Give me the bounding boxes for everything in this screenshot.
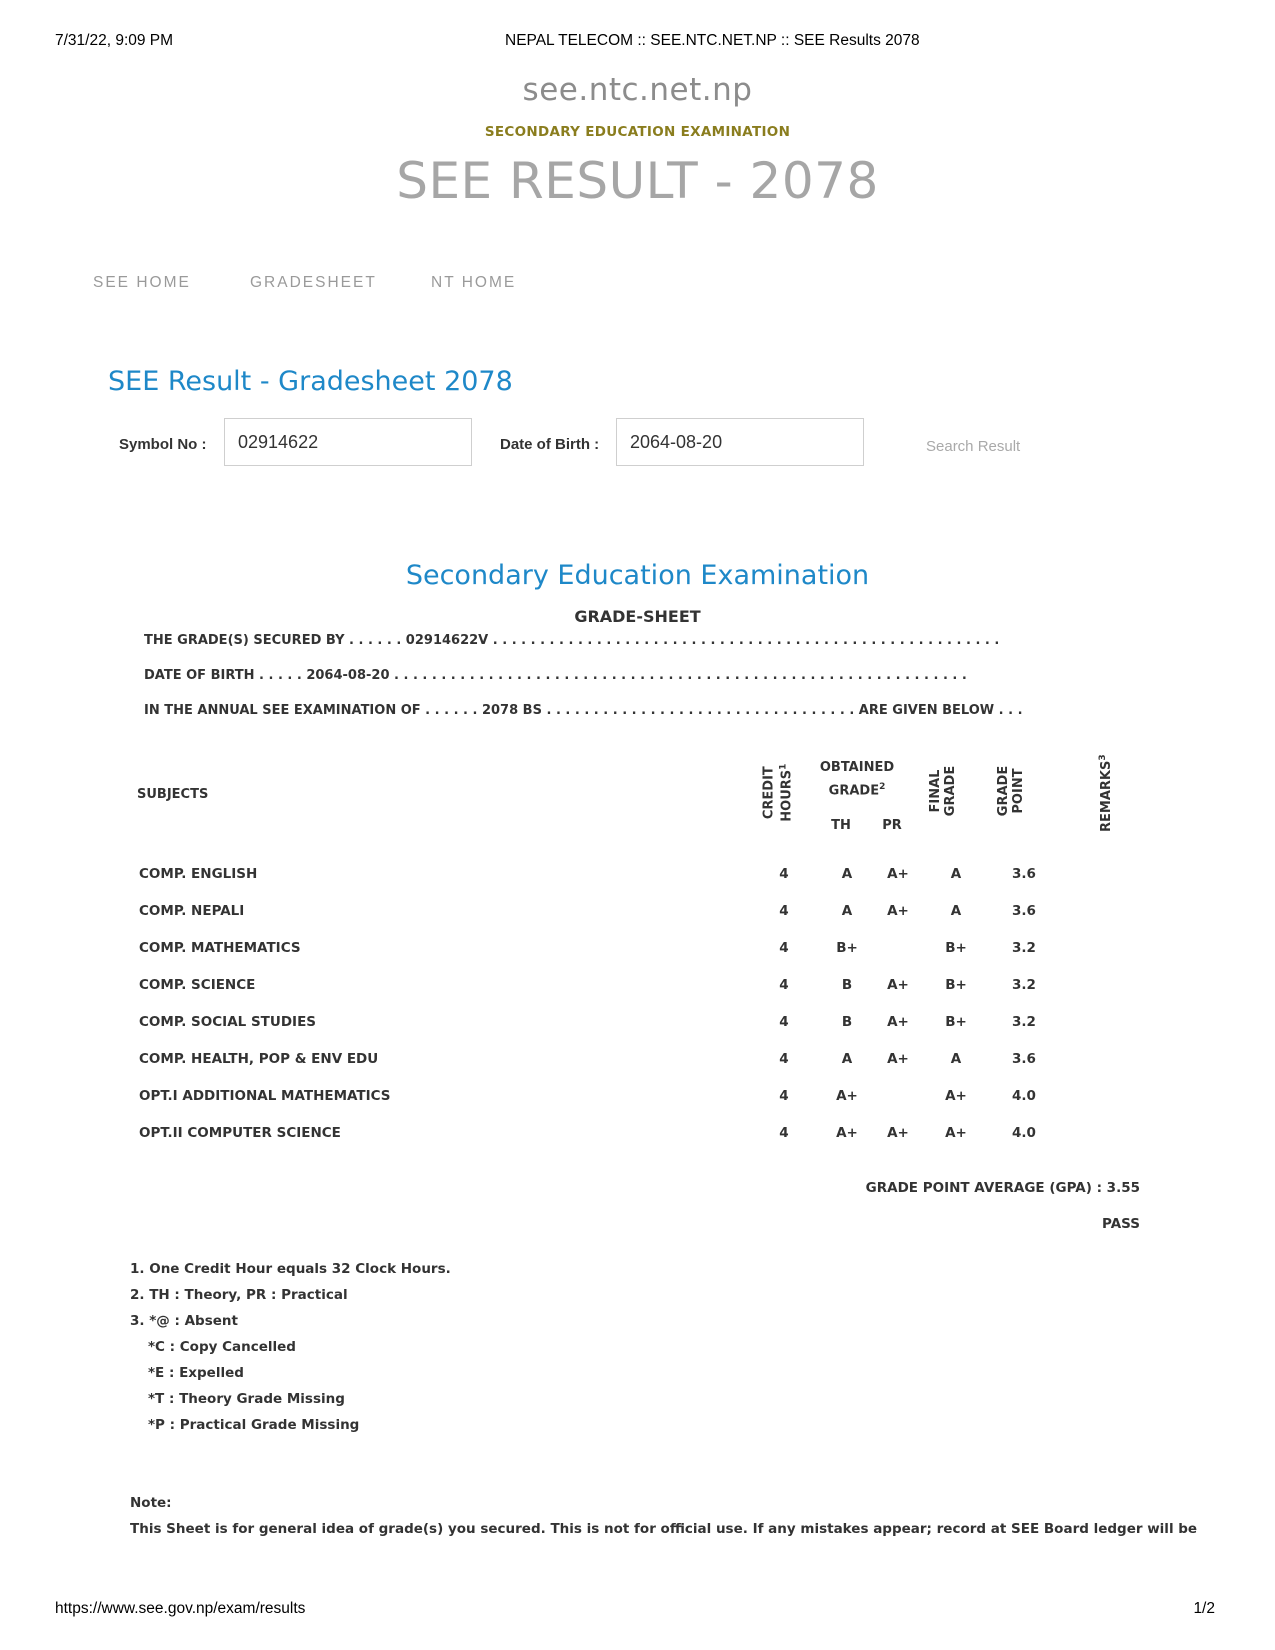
row-credit: 4 xyxy=(779,903,789,919)
result-status: PASS xyxy=(1102,1216,1140,1232)
header-obtained-text: GRADE xyxy=(828,783,880,799)
header-gp-line2: POINT xyxy=(1011,768,1026,814)
row-final: A xyxy=(950,1051,962,1067)
row-th: A xyxy=(841,866,853,882)
row-gp: 3.2 xyxy=(1012,977,1036,993)
gradesheet-title: GRADE-SHEET xyxy=(574,607,701,626)
table-row xyxy=(139,1088,1139,1108)
row-pr: A+ xyxy=(887,1051,909,1067)
header-obtained-line1: OBTAINED xyxy=(819,760,895,775)
print-url: https://www.see.gov.np/exam/results xyxy=(55,1600,306,1617)
row-th: B+ xyxy=(836,940,858,956)
header-final-grade xyxy=(928,751,958,831)
row-subject: OPT.I ADDITIONAL MATHEMATICS xyxy=(139,1088,391,1104)
nav-see-home-link[interactable]: SEE HOME xyxy=(93,274,191,291)
row-credit: 4 xyxy=(779,940,789,956)
row-pr: A+ xyxy=(887,1014,909,1030)
row-final: B+ xyxy=(945,940,967,956)
table-row xyxy=(139,1051,1139,1071)
row-subject: COMP. SCIENCE xyxy=(139,977,256,993)
symbol-label: Symbol No : xyxy=(119,436,207,453)
row-gp: 3.6 xyxy=(1012,866,1036,882)
print-page-number: 1/2 xyxy=(1193,1600,1215,1617)
row-subject: COMP. SOCIAL STUDIES xyxy=(139,1014,317,1030)
row-pr: A+ xyxy=(887,977,909,993)
row-final: A xyxy=(950,866,962,882)
row-final: B+ xyxy=(945,977,967,993)
row-final: A xyxy=(950,903,962,919)
section-title: SEE Result - Gradesheet 2078 xyxy=(108,366,513,397)
footnote-th-pr: 2. TH : Theory, PR : Practical xyxy=(130,1287,348,1303)
row-th: A xyxy=(841,1051,853,1067)
nav-nt-home-link[interactable]: NT HOME xyxy=(431,274,517,291)
row-subject: COMP. NEPALI xyxy=(139,903,245,919)
row-credit: 4 xyxy=(779,1125,789,1141)
exam-year-line: IN THE ANNUAL SEE EXAMINATION OF . . . . . . 2078 BS . . . . . . . . . . . . . . . . . . . . . . . . . . . . . . . . . ARE GIVEN BELOW . . . xyxy=(144,703,1023,718)
header-remarks-sup: 3 xyxy=(1097,754,1108,761)
header-obtained-line2 xyxy=(812,779,902,799)
row-final: A+ xyxy=(945,1125,967,1141)
row-pr: A+ xyxy=(887,1125,909,1141)
header-grade-point xyxy=(996,751,1026,831)
footnote-copy-cancelled: *C : Copy Cancelled xyxy=(148,1339,296,1355)
row-th: B xyxy=(841,1014,853,1030)
exam-title: Secondary Education Examination xyxy=(405,560,870,591)
table-row xyxy=(139,903,1139,923)
row-pr: A+ xyxy=(887,903,909,919)
row-credit: 4 xyxy=(779,1088,789,1104)
row-th: A+ xyxy=(836,1125,858,1141)
row-gp: 4.0 xyxy=(1012,1088,1036,1104)
note-text: This Sheet is for general idea of grade(s) you secured. This is not for official use. If any mistakes appear; record at SEE Board ledger will be xyxy=(130,1521,1198,1537)
header-remarks-text: REMARKS xyxy=(1099,760,1115,832)
dob-label: Date of Birth : xyxy=(500,436,600,453)
print-datetime: 7/31/22, 9:09 PM xyxy=(55,32,174,49)
row-th: A xyxy=(841,903,853,919)
dob-line: DATE OF BIRTH . . . . . 2064-08-20 . . . . . . . . . . . . . . . . . . . . . . . . . . . . . . . . . . . . . . . . . . . . . . . . . . . . . . . . . . . . . xyxy=(144,668,967,683)
gpa-summary: GRADE POINT AVERAGE (GPA) : 3.55 xyxy=(865,1180,1140,1196)
header-obtained-grade xyxy=(812,760,902,799)
row-credit: 4 xyxy=(779,866,789,882)
symbol-input[interactable]: 02914622 xyxy=(224,418,472,466)
row-gp: 4.0 xyxy=(1012,1125,1036,1141)
nav-gradesheet-link[interactable]: GRADESHEET xyxy=(250,274,377,291)
note-label: Note: xyxy=(130,1495,172,1511)
table-row xyxy=(139,940,1139,960)
table-row xyxy=(139,1125,1139,1145)
header-credit-text: HOURS xyxy=(779,769,795,822)
print-footer xyxy=(55,1600,1215,1620)
search-result-button[interactable]: Search Result xyxy=(926,438,1021,455)
row-gp: 3.2 xyxy=(1012,940,1036,956)
site-heading: SEE RESULT - 2078 xyxy=(396,152,879,210)
header-final-line2: GRADE xyxy=(943,765,958,817)
row-subject: COMP. ENGLISH xyxy=(139,866,258,882)
header-final-line1: FINAL xyxy=(928,769,943,813)
row-credit: 4 xyxy=(779,1014,789,1030)
row-credit: 4 xyxy=(779,977,789,993)
row-gp: 3.6 xyxy=(1012,1051,1036,1067)
row-final: A+ xyxy=(945,1088,967,1104)
footnote-theory-missing: *T : Theory Grade Missing xyxy=(148,1391,345,1407)
row-th: A+ xyxy=(836,1088,858,1104)
row-th: B xyxy=(841,977,853,993)
row-final: B+ xyxy=(945,1014,967,1030)
header-credit-line2 xyxy=(776,753,794,833)
header-credit-hours xyxy=(761,753,794,833)
table-row xyxy=(139,1014,1139,1034)
print-doc-title: NEPAL TELECOM :: SEE.NTC.NET.NP :: SEE Results 2078 xyxy=(505,32,920,49)
footnote-absent: 3. *@ : Absent xyxy=(130,1313,238,1329)
header-th: TH xyxy=(831,818,851,833)
header-credit-sup: 1 xyxy=(778,763,789,770)
site-domain: see.ntc.net.np xyxy=(522,72,753,108)
row-subject: COMP. HEALTH, POP & ENV EDU xyxy=(139,1051,379,1067)
dob-input[interactable]: 2064-08-20 xyxy=(616,418,864,466)
table-row xyxy=(139,866,1139,886)
table-row xyxy=(139,977,1139,997)
grade-secured-line: THE GRADE(S) SECURED BY . . . . . . 02914622V . . . . . . . . . . . . . . . . . . . . . . . . . . . . . . . . . . . . . . . . . . . . . . . . . . . . . . xyxy=(144,633,1000,648)
footnote-expelled: *E : Expelled xyxy=(148,1365,244,1381)
header-subjects: SUBJECTS xyxy=(137,787,209,802)
print-header xyxy=(55,32,1215,52)
footnote-practical-missing: *P : Practical Grade Missing xyxy=(148,1417,360,1433)
header-credit-line1: CREDIT xyxy=(761,766,777,820)
row-gp: 3.6 xyxy=(1012,903,1036,919)
row-subject: COMP. MATHEMATICS xyxy=(139,940,301,956)
row-pr: A+ xyxy=(887,866,909,882)
footnote-credit-hour: 1. One Credit Hour equals 32 Clock Hours. xyxy=(130,1261,451,1277)
site-subtitle: SECONDARY EDUCATION EXAMINATION xyxy=(484,124,791,140)
row-credit: 4 xyxy=(779,1051,789,1067)
header-remarks xyxy=(1096,748,1114,838)
row-subject: OPT.II COMPUTER SCIENCE xyxy=(139,1125,341,1141)
header-pr: PR xyxy=(882,818,902,833)
header-obtained-sup: 2 xyxy=(879,782,886,792)
header-gp-line1: GRADE xyxy=(996,765,1011,817)
row-gp: 3.2 xyxy=(1012,1014,1036,1030)
